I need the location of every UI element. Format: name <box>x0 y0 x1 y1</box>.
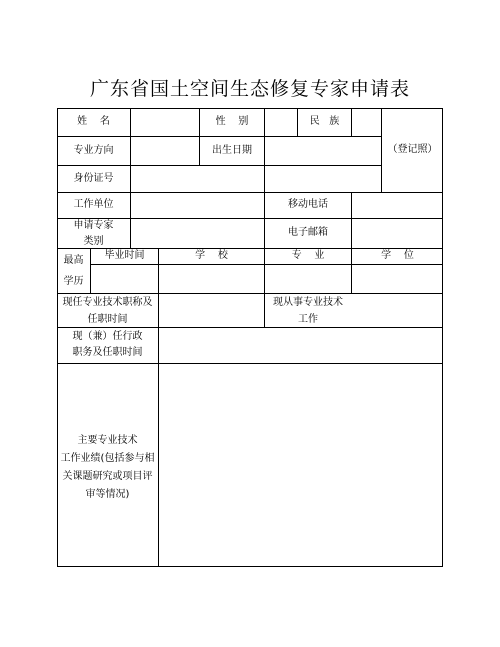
graduation-time-field[interactable] <box>91 265 158 293</box>
birthdate-label: 出生日期 <box>212 145 252 156</box>
education-label-line2: 学历 <box>63 276 84 287</box>
current-work-label-line2: 工作 <box>298 314 318 325</box>
expert-category-label-line2: 类别 <box>83 236 104 247</box>
expert-category-label <box>57 218 130 250</box>
degree-field[interactable] <box>352 265 443 293</box>
form-title: 广东省国土空间生态修复专家申请表 <box>89 78 410 100</box>
specialty-field[interactable] <box>131 137 199 165</box>
current-work-label <box>265 294 351 328</box>
major-header: 专 业 <box>291 250 325 261</box>
professional-title-label-line2: 任职时间 <box>87 314 128 325</box>
email-field[interactable] <box>352 219 443 248</box>
administrative-position-label-line2: 职务及任职时间 <box>72 347 143 358</box>
specialty-label: 专业方向 <box>73 145 114 156</box>
ethnicity-field[interactable] <box>352 109 381 136</box>
ethnicity-label: 民 族 <box>309 116 340 127</box>
email-label: 电子邮箱 <box>288 227 328 238</box>
administrative-position-label <box>57 329 158 361</box>
professional-title-label-line1: 现任专业技术职称及 <box>62 297 153 308</box>
mobile-label: 移动电话 <box>288 199 328 210</box>
current-work-field[interactable] <box>352 294 443 327</box>
professional-title-field[interactable] <box>159 294 264 327</box>
education-label-line1: 最高 <box>63 255 84 266</box>
achievements-label-line3: 关课题研究或项目评 <box>62 471 153 482</box>
mobile-field[interactable] <box>352 193 443 218</box>
achievements-label-line2: 工作业绩(包括参与相 <box>60 453 155 464</box>
gender-label: 性 别 <box>215 116 249 127</box>
photo-placeholder: （登记照） <box>387 144 438 155</box>
school-field[interactable] <box>159 265 264 293</box>
achievements-label-line1: 主要专业技术 <box>77 435 138 446</box>
employer-label: 工作单位 <box>73 199 114 210</box>
professional-title-label <box>57 294 158 328</box>
achievements-label <box>57 432 158 504</box>
graduation-time-header: 毕业时间 <box>104 250 145 261</box>
name-label: 姓 名 <box>77 116 110 127</box>
birthdate-field[interactable] <box>265 137 381 165</box>
achievements-field[interactable] <box>159 364 443 567</box>
employer-field[interactable] <box>131 193 264 218</box>
expert-category-field[interactable] <box>131 219 264 248</box>
current-work-label-line1: 现从事专业技术 <box>273 297 343 308</box>
id-number-field[interactable] <box>131 166 381 192</box>
major-field[interactable] <box>265 265 351 293</box>
gender-field[interactable] <box>265 109 297 136</box>
expert-category-label-line1: 申请专家 <box>73 220 114 231</box>
administrative-position-field[interactable] <box>159 328 443 363</box>
application-form-table <box>57 108 443 567</box>
administrative-position-label-line1: 现（兼）任行政 <box>72 331 143 342</box>
achievements-label-line4: 审等情况) <box>85 489 130 500</box>
school-header: 学 校 <box>195 250 228 261</box>
id-number-label: 身份证号 <box>73 173 114 184</box>
name-field[interactable] <box>131 109 199 136</box>
degree-header: 学 位 <box>381 250 414 261</box>
